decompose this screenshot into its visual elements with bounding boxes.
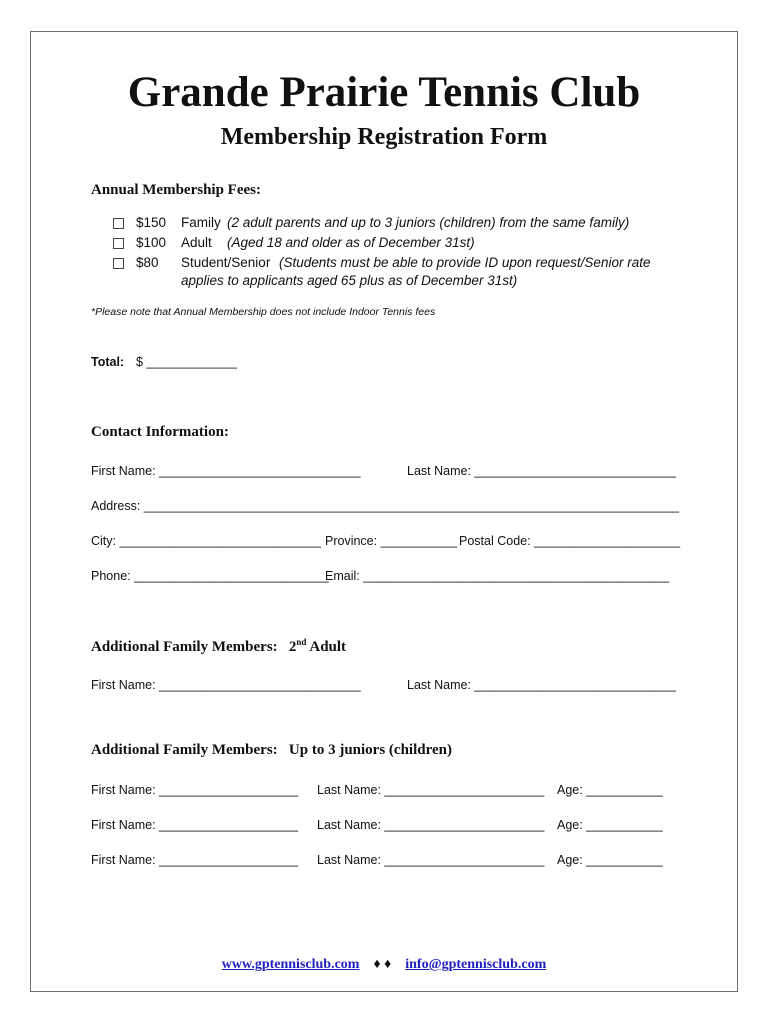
- junior-first-name-field[interactable]: First Name: ____________________: [91, 818, 299, 832]
- fee-option-family[interactable]: [113, 215, 124, 230]
- fee-option-student-senior[interactable]: [113, 255, 124, 270]
- fee-note: (Students must be able to provide ID upon request/Senior rate: [279, 255, 651, 270]
- fee-note: (Aged 18 and older as of December 31st): [227, 235, 475, 250]
- fee-label: Student/Senior: [181, 255, 271, 270]
- checkbox[interactable]: [113, 238, 124, 249]
- email-field[interactable]: Email: ____________________________________________: [325, 569, 670, 583]
- junior-first-name-field[interactable]: First Name: ____________________: [91, 853, 299, 867]
- adult2-first-name-field[interactable]: First Name: _____________________________: [91, 678, 361, 692]
- juniors-heading-tail: Up to 3 juniors (children): [288, 742, 452, 758]
- page-title: Grande Prairie Tennis Club: [127, 69, 641, 116]
- footer: [31, 957, 737, 973]
- postal-code-field[interactable]: Postal Code: _____________________: [459, 534, 681, 548]
- fee-price: $80: [136, 255, 159, 270]
- total-field[interactable]: $ _____________: [136, 355, 237, 369]
- juniors-heading: [91, 742, 452, 759]
- junior-last-name-field[interactable]: Last Name: _______________________: [317, 853, 545, 867]
- email-link[interactable]: info@gptennisclub.com: [405, 957, 547, 972]
- total-label: Total:: [91, 355, 125, 369]
- fee-label: Adult: [181, 235, 212, 250]
- last-name-field[interactable]: Last Name: _____________________________: [407, 464, 676, 478]
- junior-age-field[interactable]: Age: ___________: [557, 783, 663, 797]
- fee-note-cont: applies to applicants aged 65 plus as of December 31st): [181, 273, 518, 288]
- province-field[interactable]: Province: ___________: [325, 534, 458, 548]
- phone-field[interactable]: Phone: ____________________________: [91, 569, 329, 583]
- junior-age-field[interactable]: Age: ___________: [557, 818, 663, 832]
- junior-first-name-field[interactable]: First Name: ____________________: [91, 783, 299, 797]
- fee-label: Family: [181, 215, 221, 230]
- fee-option-adult[interactable]: [113, 235, 124, 250]
- contact-heading: Contact Information:: [91, 424, 229, 440]
- fee-note: (2 adult parents and up to 3 juniors (children) from the same family): [227, 215, 630, 230]
- adult2-last-name-field[interactable]: Last Name: _____________________________: [407, 678, 676, 692]
- first-name-field[interactable]: First Name: _____________________________: [91, 464, 361, 478]
- junior-last-name-field[interactable]: Last Name: _______________________: [317, 818, 545, 832]
- form-subtitle: Membership Registration Form: [220, 124, 548, 150]
- adult2-ordinal-suffix: nd: [296, 637, 307, 647]
- fee-price: $150: [136, 215, 167, 230]
- diamond-separator-icon: ♦ ♦: [373, 957, 392, 972]
- adult2-ordinal: 2: [288, 639, 297, 655]
- adult2-heading-text: Additional Family Members:: [91, 639, 278, 655]
- checkbox[interactable]: [113, 258, 124, 269]
- fees-heading: Annual Membership Fees:: [91, 182, 261, 198]
- website-link[interactable]: www.gptennisclub.com: [221, 957, 360, 972]
- junior-last-name-field[interactable]: Last Name: _______________________: [317, 783, 545, 797]
- form-page: [30, 31, 738, 992]
- adult2-heading: [91, 637, 346, 656]
- checkbox[interactable]: [113, 218, 124, 229]
- fees-disclaimer: *Please note that Annual Membership does not include Indoor Tennis fees: [91, 306, 436, 318]
- address-field[interactable]: Address: _____________________________________________________________________________: [91, 499, 680, 513]
- fee-price: $100: [136, 235, 167, 250]
- adult2-heading-tail: Adult: [309, 639, 347, 655]
- city-field[interactable]: City: _____________________________: [91, 534, 322, 548]
- junior-age-field[interactable]: Age: ___________: [557, 853, 663, 867]
- juniors-heading-text: Additional Family Members:: [91, 742, 278, 758]
